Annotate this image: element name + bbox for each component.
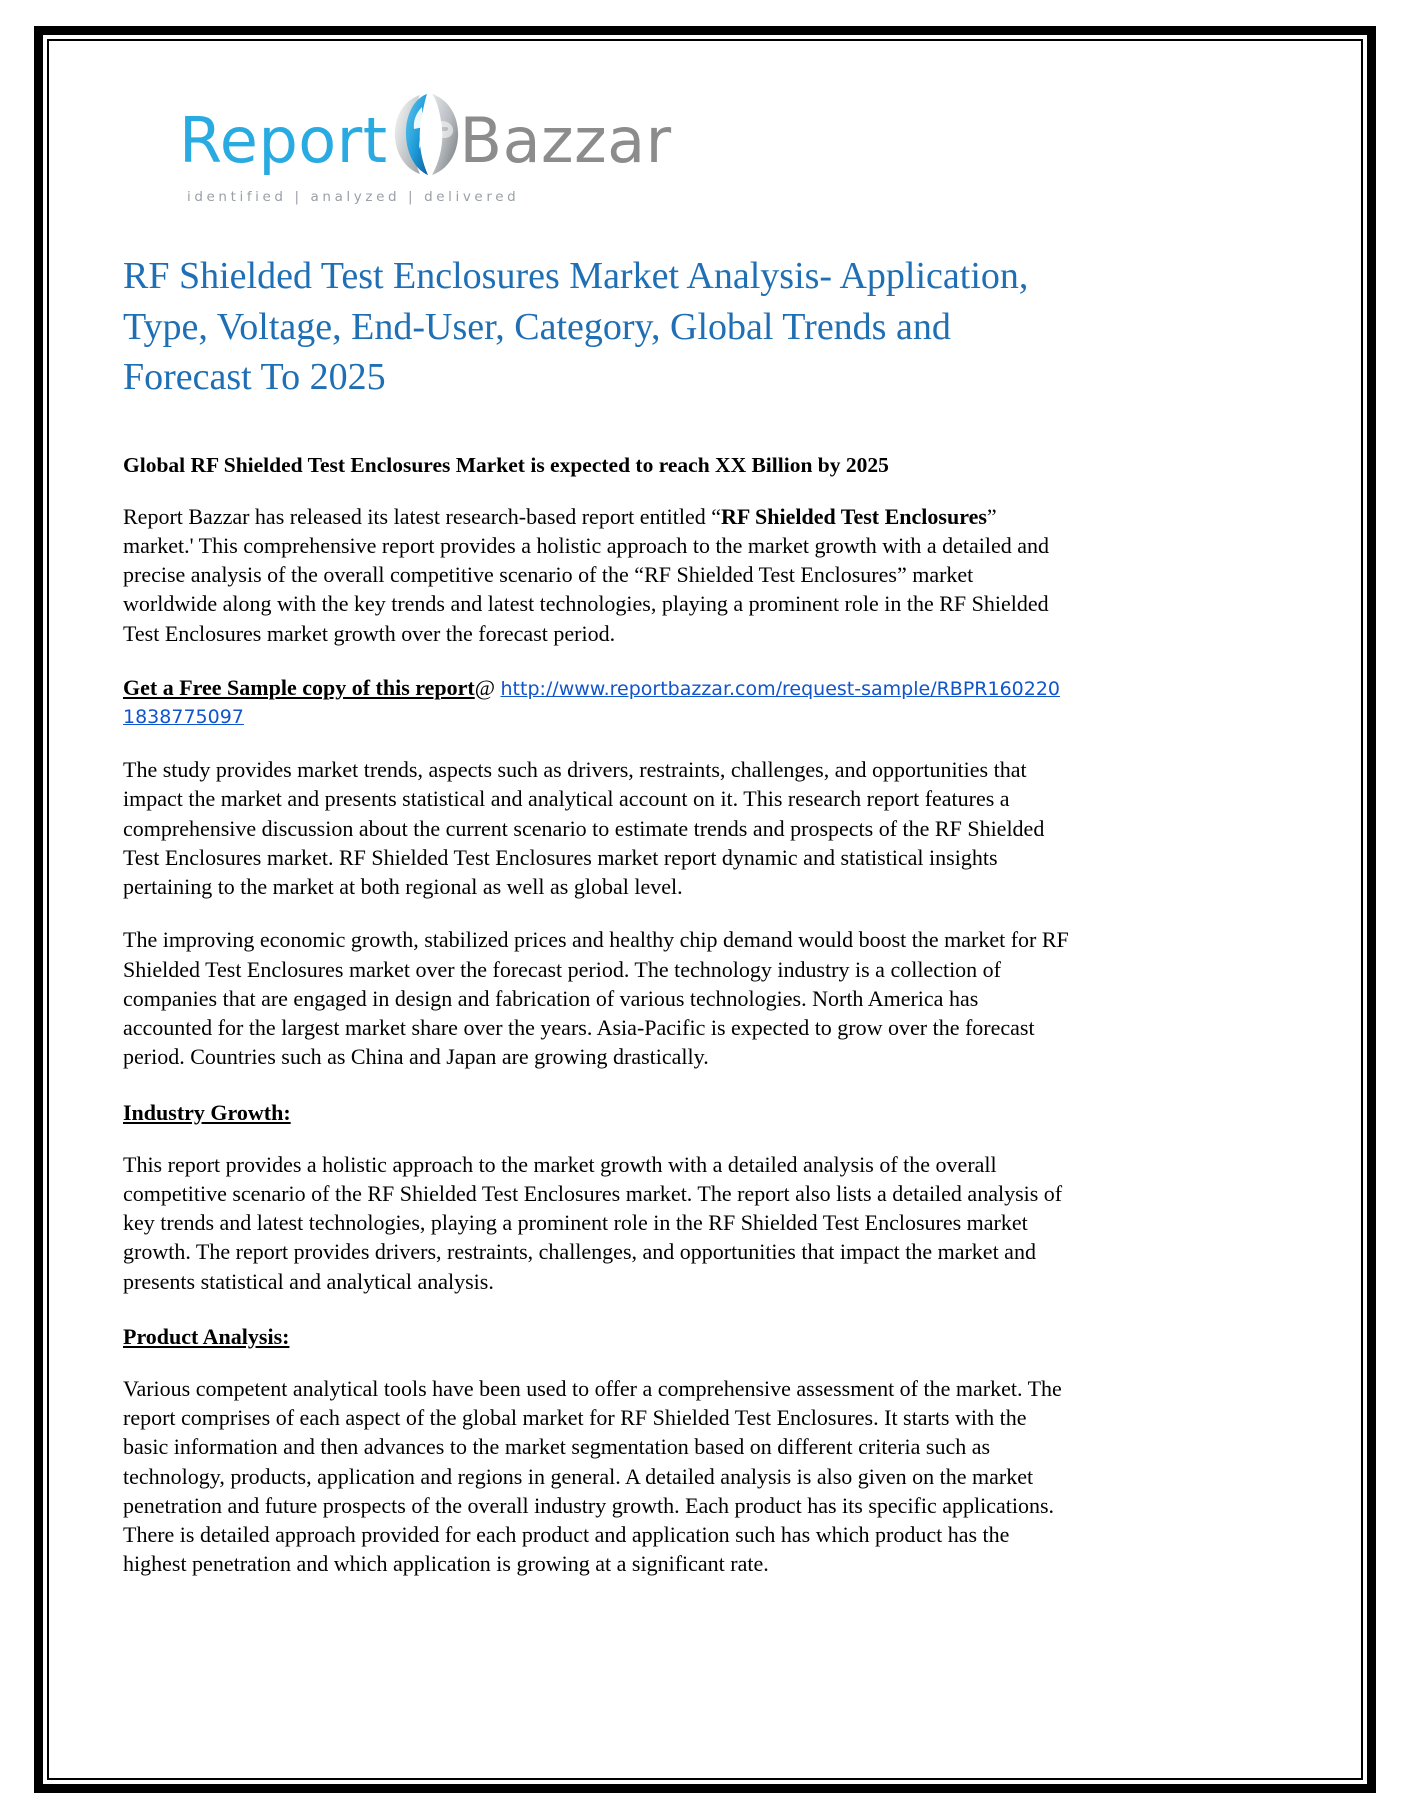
brand-logo[interactable] bbox=[179, 95, 672, 205]
page-content bbox=[49, 41, 1361, 1778]
cta-separator: @ bbox=[474, 674, 495, 700]
page-title: RF Shielded Test Enclosures Market Analysis- Application, Type, Voltage, End-User, Category, Global Trends and Forecast To 2025 bbox=[123, 255, 1029, 399]
paragraph-industry-growth: This report provides a holistic approach to the market growth with a detailed analysis of the overall competitive scenario of the RF Shielded Test Enclosures market. The report also lists a detailed analysis of key trends and latest technologies, playing a prominent role in the RF Shielded Test Enclosures market growth. The report provides drivers, restraints, challenges, and opportunities that impact the market and presents statistical and analytical analysis. bbox=[123, 1151, 1063, 1294]
intro-text-b: ” market.' This comprehensive report provides a holistic approach to the market growth with a detailed and precise analysis of the overall competitive scenario of the “RF Shielded Test Enclosures” market worldwide along with the key trends and latest technologies, playing a prominent role in the RF Shielded Test Enclosures market growth over the forecast period. bbox=[123, 503, 1050, 646]
page-border-inner bbox=[47, 39, 1363, 1780]
paragraph-economy: The improving economic growth, stabilized prices and healthy chip demand would boost the market for RF Shielded Test Enclosures market over the forecast period. The technology industry is a collection of companies that are engaged in design and fabrication of various technologies. North America has accounted for the largest market share over the years. Asia-Pacific is expected to grow over the forecast period. Countries such as China and Japan are growing drastically. bbox=[123, 927, 1069, 1070]
paragraph-study: The study provides market trends, aspects such as drivers, restraints, challenges, and opportunities that impact the market and presents statistical and analytical account on it. This research report features a comprehensive discussion about the current scenario to estimate trends and prospects of the RF Shielded Test Enclosures market. RF Shielded Test Enclosures market report dynamic and statistical insights pertaining to the market at both regional as well as global level. bbox=[123, 757, 1045, 900]
heading-product-analysis: Product Analysis: bbox=[123, 1323, 290, 1349]
free-sample-link[interactable]: http://www.reportbazzar.com/request-sample/RBPR1602201838775097 bbox=[123, 677, 1061, 729]
paragraph-product-analysis: Various competent analytical tools have been used to offer a comprehensive assessment of the market. The report comprises of each aspect of the global market for RF Shielded Test Enclosures. It starts with the basic information and then advances to the market segmentation based on different criteria such as technology, products, application and regions in general. A detailed analysis is also given on the market penetration and future prospects of the overall industry growth. Each product has its specific applications. There is detailed approach provided for each product and application such has which product has the highest penetration and which application is growing at a significant rate. bbox=[123, 1375, 1062, 1577]
report-bazzar-emblem-icon bbox=[386, 91, 464, 177]
free-sample-cta bbox=[123, 674, 1071, 731]
logo-tagline: identified | analyzed | delivered bbox=[187, 189, 520, 205]
lede-statement: Global RF Shielded Test Enclosures Market is expected to reach XX Billion by 2025 bbox=[123, 452, 889, 477]
intro-text-a: Report Bazzar has released its latest research-based report entitled “ bbox=[123, 503, 721, 529]
logo-word-report: Report bbox=[179, 104, 388, 177]
logo-wordmark bbox=[179, 95, 672, 187]
logo-word-bazzar: Bazzar bbox=[459, 104, 672, 177]
paragraph-intro bbox=[123, 502, 1071, 648]
free-sample-label: Get a Free Sample copy of this report bbox=[123, 674, 475, 700]
intro-text-bold: RF Shielded Test Enclosures bbox=[721, 503, 987, 529]
heading-industry-growth: Industry Growth: bbox=[123, 1099, 291, 1125]
page-border-outer bbox=[34, 26, 1376, 1793]
